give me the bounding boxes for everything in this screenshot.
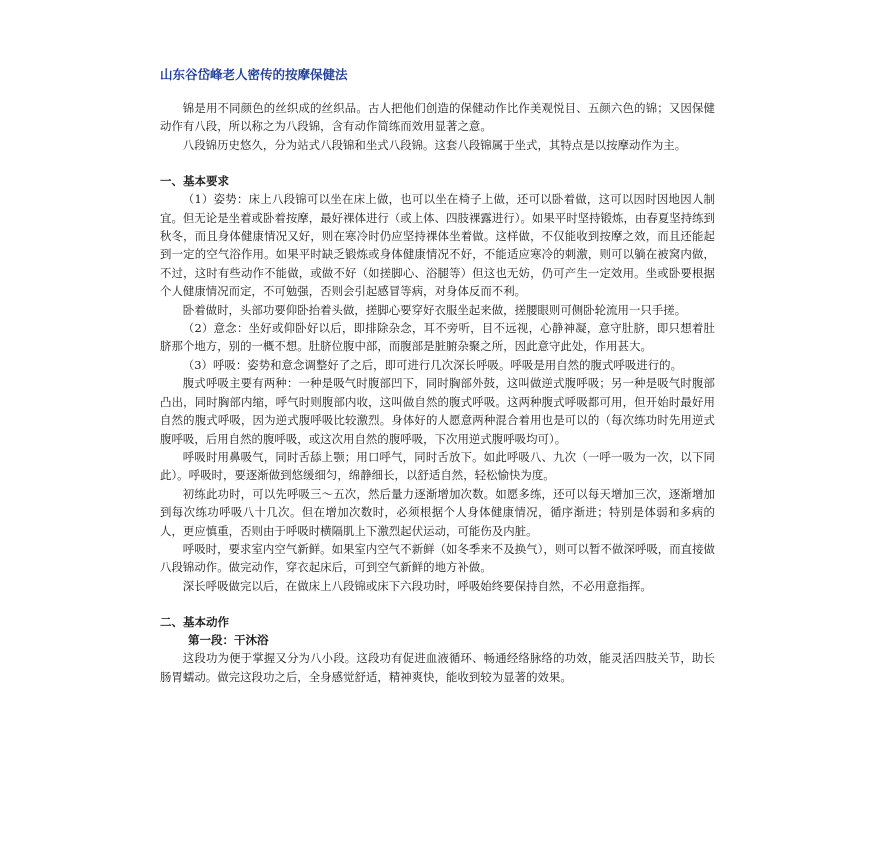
section1-paragraph-lying: 卧着做时，头部功要仰卧抬着头做，搓脚心要穿好衣服坐起来做，搓腰眼则可侧卧轮流用一只手搓。 xyxy=(182,302,687,317)
section1-paragraph-natural: 深长呼吸做完以后，在做床上八段锦或床下六段功时，呼吸始终要保持自然，不必用意指挥。 xyxy=(182,578,652,593)
intro-paragraph-1: 锦是用不同颜色的丝织成的丝织品。古人把他们创造的保健动作比作美观悦目、五颜六色的锦；又因保健动作有八段，所以称之为八段锦，含有动作简练而效用显著之意。 xyxy=(160,101,715,134)
section1-paragraph-breathing: （3）呼吸：姿势和意念调整好了之后，即可进行几次深长呼吸。呼吸是用自然的腹式呼吸进行的。 xyxy=(182,357,683,372)
section1-paragraph-mind: （2）意念：坐好或仰卧好以后，即排除杂念，耳不旁听，目不远视，心静神凝，意守肚脐，即只想着肚脐那个地方，别的一概不想。肚脐位腹中部，而腹部是脏腑杂聚之所，因此意守此处，作用甚大。 xyxy=(160,321,715,354)
section1-paragraph-fresh-air: 呼吸时，要求室内空气新鲜。如果室内空气不新鲜（如冬季来不及换气），则可以暂不做深呼吸，而直接做八段锦动作。做完动作，穿衣起床后，可到空气新鲜的地方补做。 xyxy=(160,541,715,575)
document-page xyxy=(160,66,715,686)
section1-paragraph-abdominal: 腹式呼吸主要有两种：一种是吸气时腹部凹下，同时胸部外鼓，这叫做逆式腹呼吸；另一种是吸气时腹部凸出，同时胸部内缩，呼气时则腹部内收，这叫做自然的腹式呼吸。这两种腹式呼吸都可用，但开始时最好用自然的腹式呼吸，因为逆式腹呼吸比较激烈。身体好的人愿意两种混合着用也是可以的（每次练功时先用逆式腹呼吸，后用自然的腹呼吸，或这次用自然的腹呼吸，下次用逆式腹呼吸均可）。 xyxy=(160,376,715,446)
section1-paragraph-posture: （1）姿势：床上八段锦可以坐在床上做，也可以坐在椅子上做，还可以卧着做，这可以因时因地因人制宜。但无论是坐着或卧着按摩，最好裸体进行（或上体、四肢裸露进行）。如果平时坚持锻炼，由春夏坚持练到秋冬，而且身体健康情况又好，则在寒冷时仍应坚持裸体坐着做。这样做，不仅能收到按摩之效，而且还能起到一定的空气浴作用。如果平时缺乏锻炼或身体健康情况不好，不能适应寒冷的刺激，则可以躺在被窝内做，不过，这时有些动作不能做，或做不好（如搓脚心、浴腿等）但这也无妨，仍可产生一定效用。坐或卧要根据个人健康情况而定，不可勉强，否则会引起感冒等病，对身体反而不利。 xyxy=(160,192,715,299)
section2-paragraph-1: 这段功为便于掌握又分为八小段。这段功有促进血液循环、畅通经络脉络的功效，能灵活四肢关节，助长肠胃蠕动。做完这段功之后，全身感觉舒适，精神爽快，能收到较为显著的效果。 xyxy=(160,651,715,684)
document-title: 山东谷岱峰老人密传的按摩保健法 xyxy=(160,67,348,82)
section1-paragraph-nose-mouth: 呼吸时用鼻吸气，同时舌舔上颚；用口呼气，同时舌放下。如此呼吸八、九次（一呼一吸为一次，以下同此）。呼吸时，要逐渐做到悠缓细匀，绵静细长，以舒适自然，轻松愉快为度。 xyxy=(160,449,715,483)
section-heading-basic-requirements: 一、基本要求 xyxy=(160,174,229,189)
section1-paragraph-beginner: 初练此功时，可以先呼吸三～五次，然后量力逐渐增加次数。如愿多练，还可以每天增加三次，逐渐增加到每次练功呼吸八十几次。但在增加次数时，必须根据个人身体健康情况，循序渐进；特别是体弱和多病的人，更应慎重，否则由于呼吸时横隔肌上下激烈起伏运动，可能伤及内脏。 xyxy=(160,486,715,538)
intro-paragraph-2: 八段锦历史悠久，分为站式八段锦和坐式八段锦。这套八段锦属于坐式，其特点是以按摩动作为主。 xyxy=(182,137,687,152)
subsection-heading-first: 第一段：干沐浴 xyxy=(188,633,269,648)
section-heading-basic-movements: 二、基本动作 xyxy=(160,615,229,630)
